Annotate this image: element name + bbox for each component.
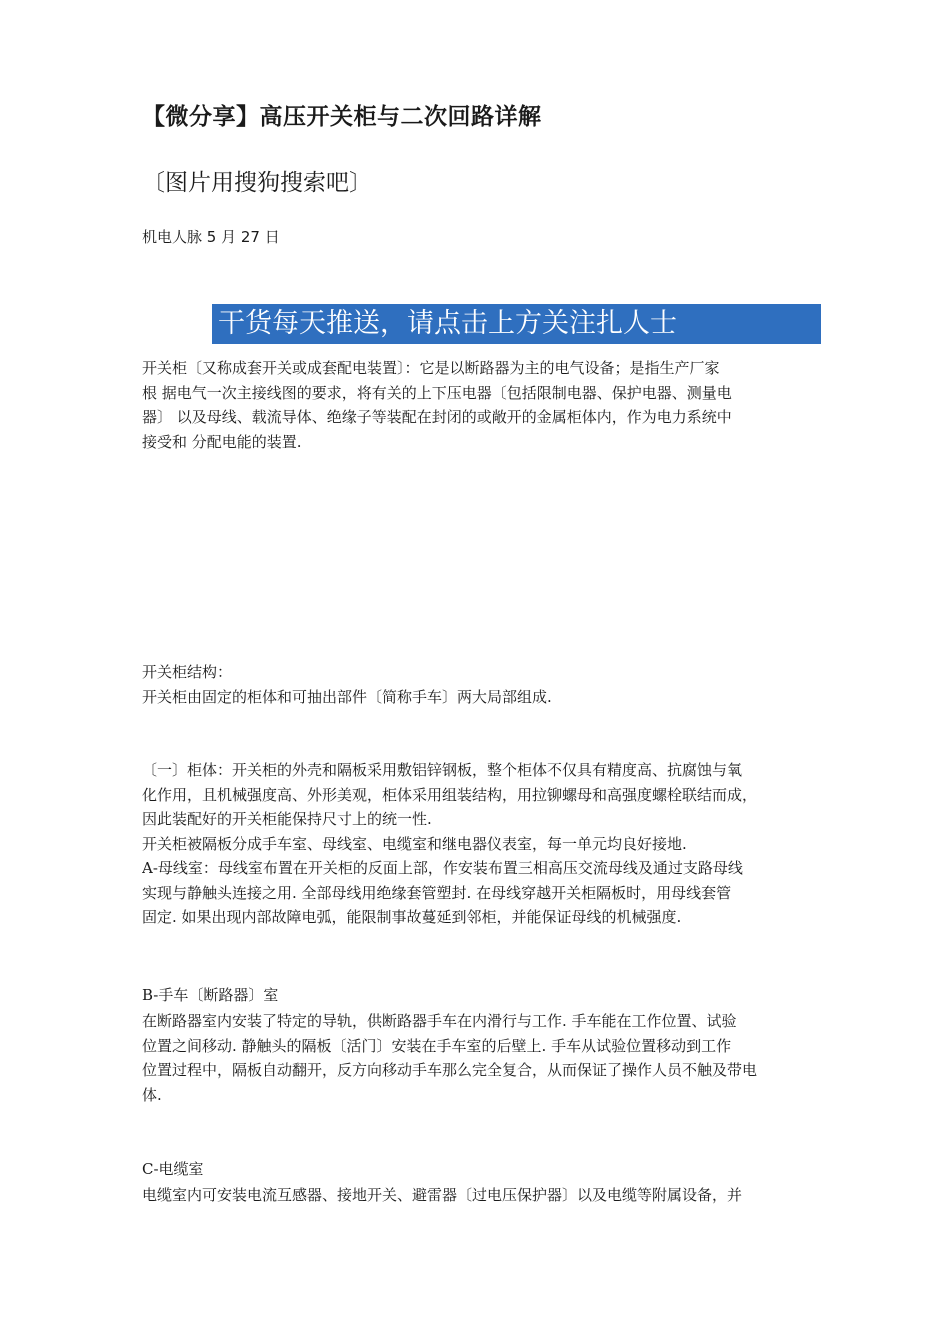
- intro-line: 根 据电气一次主接线图的要求，将有关的上下压电器〔包括限制电器、保护电器、测量电: [142, 383, 732, 402]
- cabinet-line: A-母线室：母线室布置在开关柜的反面上部，作安装布置三相高压交流母线及通过支路母线: [142, 859, 743, 877]
- section-b-line: 体.: [142, 1085, 162, 1104]
- article-byline: 机电人脉 5 月 27 日: [142, 228, 280, 246]
- follow-banner: 干货每天推送，请点击上方关注扎人士: [212, 304, 821, 344]
- cabinet-line: 实现与静触头连接之用. 全部母线用绝缘套管塑封. 在母线穿越开关柜隔板时，用母线套管: [142, 883, 732, 902]
- cabinet-line: 化作用，且机械强度高、外形美观，柜体采用组装结构，用拉铆螺母和高强度螺栓联结而成，: [142, 785, 758, 804]
- article-title: 【微分享】高压开关柜与二次回路详解: [142, 104, 542, 130]
- cabinet-line: 固定. 如果出现内部故障电弧，能限制事故蔓延到邻柜，并能保证母线的机械强度.: [142, 908, 682, 926]
- section-b-paragraph: [142, 1009, 822, 1107]
- section-b-line: 位置之间移动. 静触头的隔板〔活门〕安装在手车室的后壁上. 手车从试验位置移动到工作: [142, 1036, 732, 1055]
- structure-heading: 开关柜结构：: [142, 663, 233, 681]
- section-c-line: 电缆室内可安装电流互感器、接地开关、避雷器〔过电压保护器〕以及电缆等附属设备，并: [142, 1186, 743, 1204]
- cabinet-line: 开关柜被隔板分成手车室、母线室、电缆室和继电器仪表室，每一单元均良好接地.: [142, 834, 687, 853]
- section-b-heading: B-手车〔断路器〕室: [142, 986, 279, 1004]
- intro-line: 接受和 分配电能的装置.: [142, 432, 302, 451]
- section-c-heading: C-电缆室: [142, 1160, 204, 1178]
- section-b-line: 在断路器室内安装了特定的导轨，供断路器手车在内滑行与工作. 手车能在工作位置、试验: [142, 1012, 737, 1030]
- cabinet-line: 因此装配好的开关柜能保持尺寸上的统一性.: [142, 810, 432, 828]
- structure-text: 开关柜由固定的柜体和可抽出部件〔简称手车〕两大局部组成.: [142, 688, 552, 706]
- section-b-line: 位置过程中，隔板自动翻开，反方向移动手车那么完全复合，从而保证了操作人员不触及带电: [142, 1061, 758, 1079]
- intro-line: 开关柜〔又称成套开关或成套配电装置〕：它是以断路器为主的电气设备；是指生产厂家: [142, 359, 720, 377]
- article-subtitle: 〔图片用搜狗搜索吧〕: [142, 170, 372, 196]
- cabinet-paragraph: [142, 758, 822, 930]
- intro-line: 器〕 以及母线、载流导体、绝缘子等装配在封闭的或敞开的金属柜体内，作为电力系统中: [142, 408, 732, 426]
- section-c-paragraph: [142, 1183, 822, 1208]
- cabinet-line: 〔一〕柜体：开关柜的外壳和隔板采用敷铝锌钢板，整个柜体不仅具有精度高、抗腐蚀与氧: [142, 761, 743, 779]
- intro-paragraph: [142, 356, 822, 454]
